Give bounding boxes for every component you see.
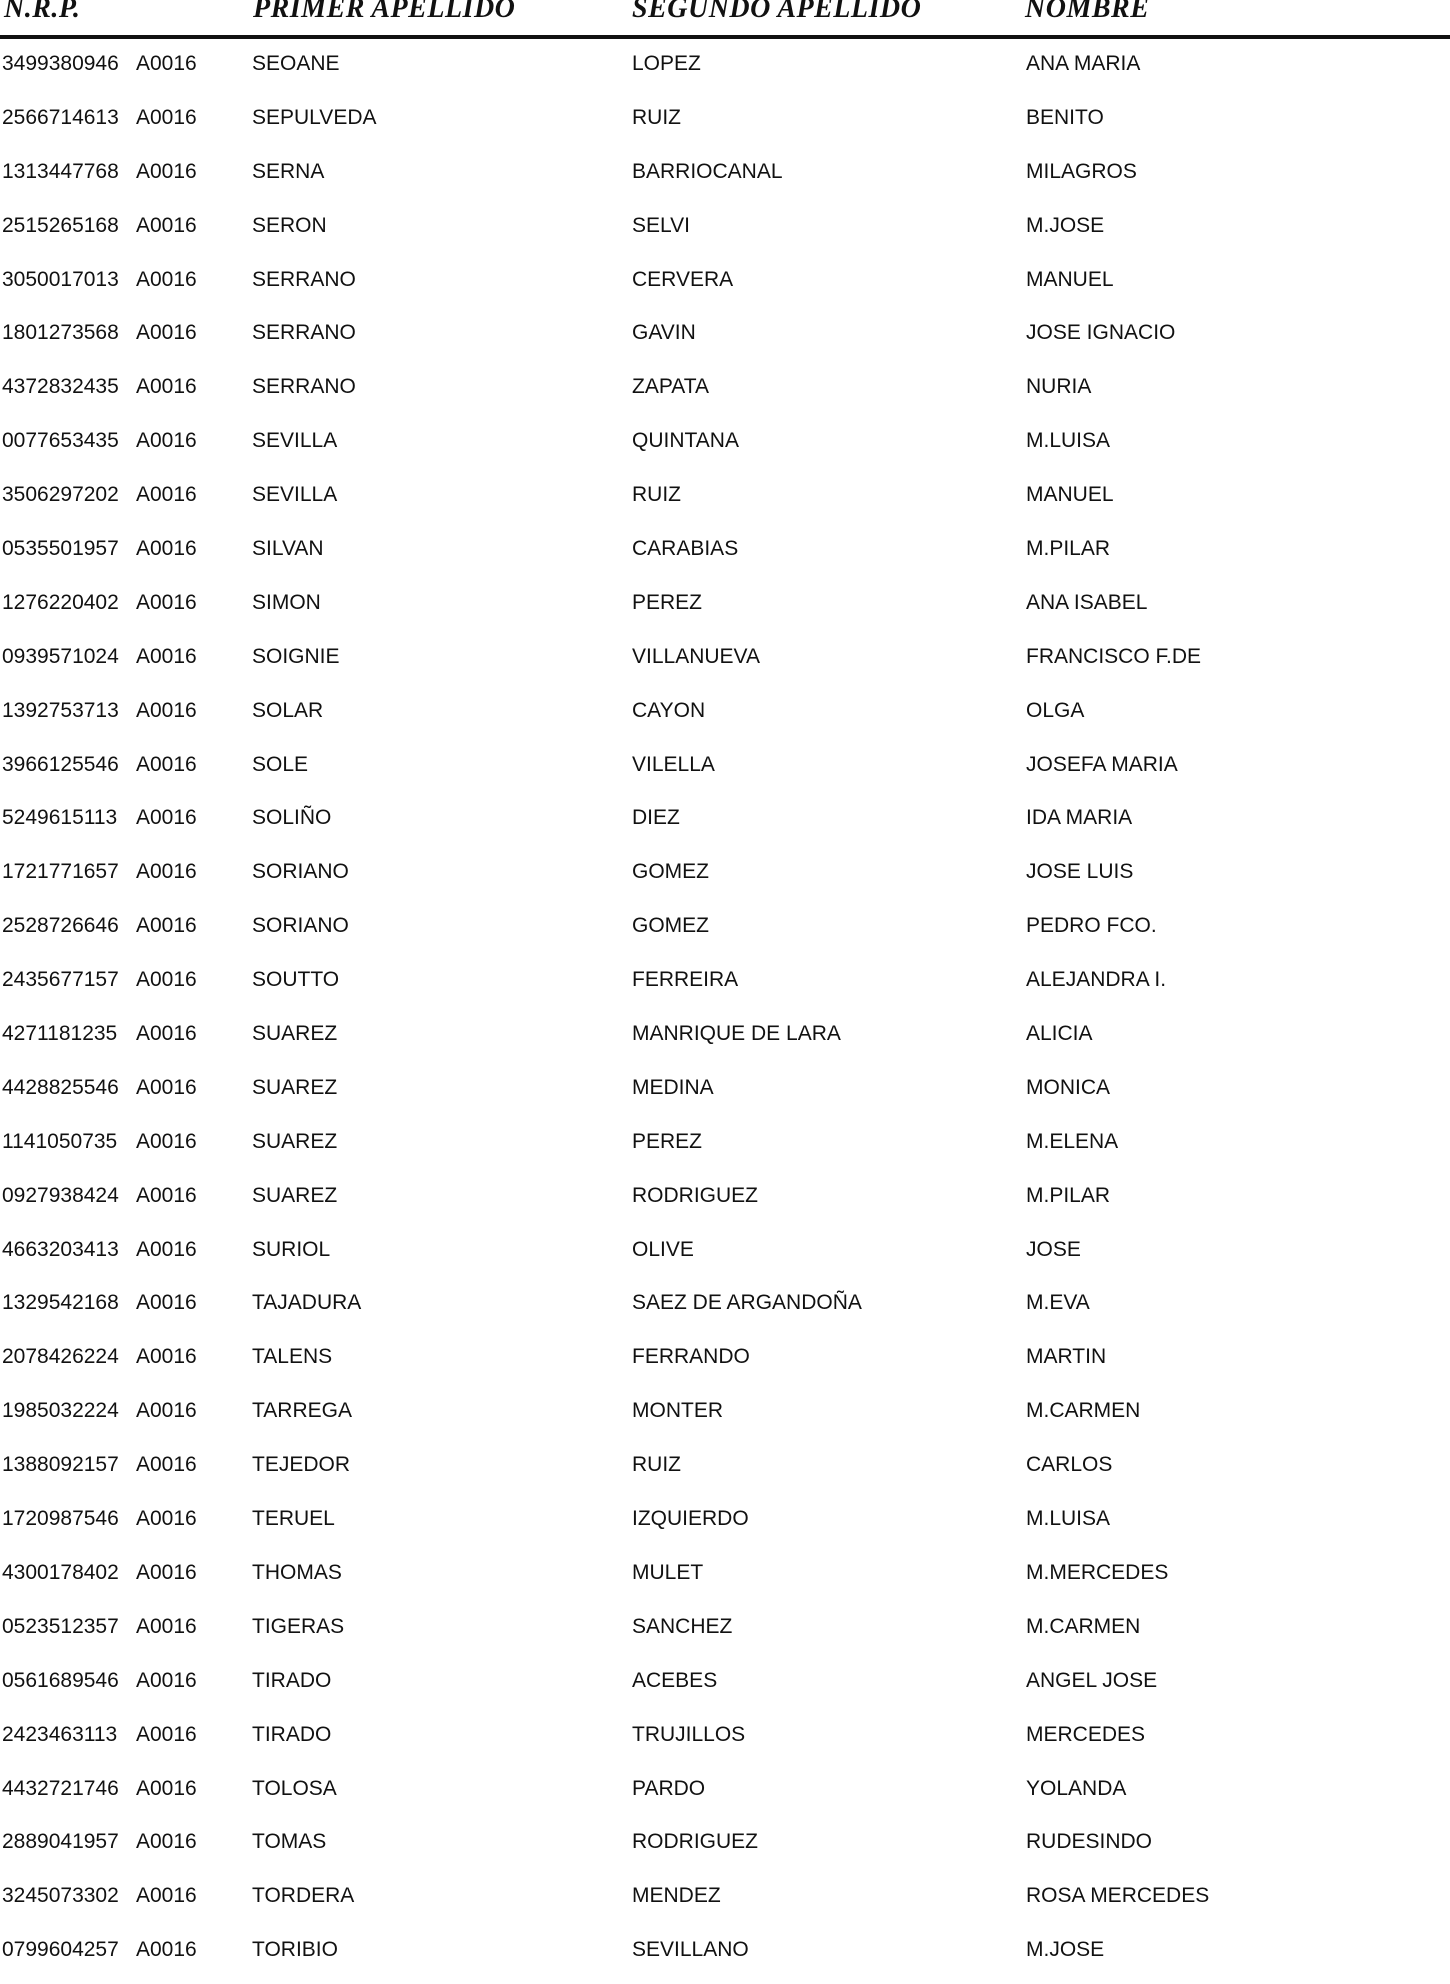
nombre-cell: FRANCISCO F.DE bbox=[1026, 644, 1202, 668]
primer-apellido-cell: SERON bbox=[252, 213, 327, 237]
primer-apellido-cell: SUAREZ bbox=[252, 1129, 338, 1153]
segundo-apellido-cell: ZAPATA bbox=[632, 375, 710, 399]
nombre-cell: ANA ISABEL bbox=[1026, 590, 1148, 614]
nrp-cell: 2566714613 bbox=[2, 105, 119, 129]
code-cell: A0016 bbox=[136, 698, 197, 722]
segundo-apellido-cell: SEVILLANO bbox=[632, 1938, 749, 1962]
table-row bbox=[0, 98, 1450, 152]
code-cell: A0016 bbox=[136, 375, 197, 399]
nombre-cell: M.LUISA bbox=[1026, 429, 1111, 453]
nrp-cell: 4372832435 bbox=[2, 375, 119, 399]
segundo-apellido-cell: QUINTANA bbox=[632, 429, 739, 453]
nombre-cell: M.MERCEDES bbox=[1026, 1560, 1169, 1584]
table-row bbox=[0, 1014, 1450, 1068]
primer-apellido-cell: SOIGNIE bbox=[252, 644, 340, 668]
segundo-apellido-cell: CARABIAS bbox=[632, 537, 739, 561]
nrp-cell: 1388092157 bbox=[2, 1453, 119, 1477]
segundo-apellido-cell: BARRIOCANAL bbox=[632, 159, 783, 183]
segundo-apellido-cell: RUIZ bbox=[632, 105, 681, 129]
segundo-apellido-cell: GOMEZ bbox=[632, 860, 709, 884]
segundo-apellido-cell: RUIZ bbox=[632, 483, 681, 507]
nombre-cell: JOSE bbox=[1026, 1237, 1081, 1261]
segundo-apellido-cell: FERRANDO bbox=[632, 1345, 750, 1369]
segundo-apellido-cell: MONTER bbox=[632, 1399, 723, 1423]
nombre-cell: PEDRO FCO. bbox=[1026, 914, 1157, 938]
segundo-apellido-cell: MULET bbox=[632, 1560, 704, 1584]
table-row bbox=[0, 960, 1450, 1014]
primer-apellido-cell: SUAREZ bbox=[252, 1075, 338, 1099]
header-segundo-apellido: SEGUNDO APELLIDO bbox=[632, 0, 922, 24]
segundo-apellido-cell: IZQUIERDO bbox=[632, 1507, 749, 1531]
nrp-cell: 2435677157 bbox=[2, 968, 119, 992]
segundo-apellido-cell: VILELLA bbox=[632, 752, 715, 776]
segundo-apellido-cell: LOPEZ bbox=[632, 52, 701, 75]
code-cell: A0016 bbox=[136, 321, 197, 345]
code-cell: A0016 bbox=[136, 590, 197, 614]
code-cell: A0016 bbox=[136, 1884, 197, 1908]
code-cell: A0016 bbox=[136, 1614, 197, 1638]
table-row bbox=[0, 1230, 1450, 1284]
primer-apellido-cell: SEVILLA bbox=[252, 429, 338, 453]
code-cell: A0016 bbox=[136, 1560, 197, 1584]
table-row bbox=[0, 421, 1450, 475]
primer-apellido-cell: SUAREZ bbox=[252, 1183, 338, 1207]
primer-apellido-cell: TALENS bbox=[252, 1345, 333, 1369]
nombre-cell: M.CARMEN bbox=[1026, 1399, 1141, 1423]
nombre-cell: ROSA MERCEDES bbox=[1026, 1884, 1210, 1908]
code-cell: A0016 bbox=[136, 644, 197, 668]
segundo-apellido-cell: PEREZ bbox=[632, 1129, 703, 1153]
code-cell: A0016 bbox=[136, 1129, 197, 1153]
segundo-apellido-cell: GAVIN bbox=[632, 321, 696, 345]
code-cell: A0016 bbox=[136, 1830, 197, 1854]
table-row bbox=[0, 798, 1450, 852]
nombre-cell: BENITO bbox=[1026, 105, 1104, 129]
segundo-apellido-cell: TRUJILLOS bbox=[632, 1722, 746, 1746]
table-row bbox=[0, 583, 1450, 637]
nombre-cell: M.JOSE bbox=[1026, 1938, 1105, 1962]
segundo-apellido-cell: CERVERA bbox=[632, 267, 734, 291]
code-cell: A0016 bbox=[136, 267, 197, 291]
nombre-cell: MANUEL bbox=[1026, 267, 1114, 291]
code-cell: A0016 bbox=[136, 1075, 197, 1099]
table-row bbox=[0, 1176, 1450, 1230]
code-cell: A0016 bbox=[136, 1453, 197, 1477]
nombre-cell: YOLANDA bbox=[1026, 1776, 1127, 1800]
header-nrp: N.R.P. bbox=[4, 0, 81, 24]
segundo-apellido-cell: VILLANUEVA bbox=[632, 644, 760, 668]
primer-apellido-cell: SIMON bbox=[252, 590, 321, 614]
primer-apellido-cell: SERRANO bbox=[252, 375, 356, 399]
nombre-cell: M.PILAR bbox=[1026, 1183, 1111, 1207]
code-cell: A0016 bbox=[136, 1022, 197, 1046]
segundo-apellido-cell: MANRIQUE DE LARA bbox=[632, 1022, 841, 1046]
nombre-cell: M.JOSE bbox=[1026, 213, 1105, 237]
primer-apellido-cell: TOLOSA bbox=[252, 1776, 337, 1800]
code-cell: A0016 bbox=[136, 860, 197, 884]
nrp-cell: 2528726646 bbox=[2, 914, 119, 938]
primer-apellido-cell: TORIBIO bbox=[252, 1938, 338, 1962]
table-row bbox=[0, 1122, 1450, 1176]
primer-apellido-cell: TIGERAS bbox=[252, 1614, 345, 1638]
code-cell: A0016 bbox=[136, 52, 197, 75]
nrp-cell: 0939571024 bbox=[2, 644, 119, 668]
primer-apellido-cell: TERUEL bbox=[252, 1507, 335, 1531]
nrp-cell: 5249615113 bbox=[2, 806, 118, 830]
nombre-cell: JOSE IGNACIO bbox=[1026, 321, 1176, 345]
nrp-cell: 1720987546 bbox=[2, 1507, 119, 1531]
code-cell: A0016 bbox=[136, 159, 197, 183]
code-cell: A0016 bbox=[136, 537, 197, 561]
nrp-cell: 0561689546 bbox=[2, 1668, 119, 1692]
nombre-cell: M.ELENA bbox=[1026, 1129, 1119, 1153]
code-cell: A0016 bbox=[136, 429, 197, 453]
table-row bbox=[0, 1607, 1450, 1661]
code-cell: A0016 bbox=[136, 1938, 197, 1962]
segundo-apellido-cell: MENDEZ bbox=[632, 1884, 721, 1908]
code-cell: A0016 bbox=[136, 1776, 197, 1800]
segundo-apellido-cell: RODRIGUEZ bbox=[632, 1183, 758, 1207]
table-row bbox=[0, 1661, 1450, 1715]
header-nombre: NOMBRE bbox=[1025, 0, 1150, 24]
primer-apellido-cell: SEVILLA bbox=[252, 483, 338, 507]
nrp-cell: 1276220402 bbox=[2, 590, 119, 614]
nombre-cell: RUDESINDO bbox=[1026, 1830, 1153, 1854]
segundo-apellido-cell: PARDO bbox=[632, 1776, 706, 1800]
primer-apellido-cell: SILVAN bbox=[252, 537, 324, 561]
segundo-apellido-cell: GOMEZ bbox=[632, 914, 709, 938]
segundo-apellido-cell: SAEZ DE ARGANDOÑA bbox=[632, 1291, 862, 1315]
segundo-apellido-cell: CAYON bbox=[632, 698, 706, 722]
nrp-cell: 3050017013 bbox=[2, 267, 119, 291]
segundo-apellido-cell: PEREZ bbox=[632, 590, 703, 614]
table-row bbox=[0, 745, 1450, 799]
table-row bbox=[0, 44, 1450, 98]
primer-apellido-cell: SORIANO bbox=[252, 860, 349, 884]
code-cell: A0016 bbox=[136, 806, 197, 830]
primer-apellido-cell: SOUTTO bbox=[252, 968, 340, 992]
table-row bbox=[0, 206, 1450, 260]
nombre-cell: MANUEL bbox=[1026, 483, 1114, 507]
primer-apellido-cell: SURIOL bbox=[252, 1237, 331, 1261]
code-cell: A0016 bbox=[136, 105, 197, 129]
table-row bbox=[0, 1499, 1450, 1553]
primer-apellido-cell: TIRADO bbox=[252, 1668, 332, 1692]
code-cell: A0016 bbox=[136, 968, 197, 992]
primer-apellido-cell: SOLE bbox=[252, 752, 309, 776]
nombre-cell: M.LUISA bbox=[1026, 1507, 1111, 1531]
table-row bbox=[0, 1391, 1450, 1445]
table-row bbox=[0, 1715, 1450, 1769]
code-cell: A0016 bbox=[136, 1237, 197, 1261]
nrp-cell: 3966125546 bbox=[2, 752, 119, 776]
nombre-cell: JOSEFA MARIA bbox=[1026, 752, 1178, 776]
nrp-cell: 1801273568 bbox=[2, 321, 119, 345]
nrp-cell: 0535501957 bbox=[2, 537, 119, 561]
table-row bbox=[0, 1769, 1450, 1823]
nrp-cell: 0799604257 bbox=[2, 1938, 119, 1962]
segundo-apellido-cell: FERREIRA bbox=[632, 968, 739, 992]
table-row bbox=[0, 1337, 1450, 1391]
nombre-cell: MILAGROS bbox=[1026, 159, 1137, 183]
table-row bbox=[0, 367, 1450, 421]
primer-apellido-cell: SERNA bbox=[252, 159, 325, 183]
nrp-cell: 2078426224 bbox=[2, 1345, 119, 1369]
primer-apellido-cell: TARREGA bbox=[252, 1399, 352, 1423]
table-row bbox=[0, 1553, 1450, 1607]
header-primer-apellido: PRIMER APELLIDO bbox=[253, 0, 516, 24]
primer-apellido-cell: SERRANO bbox=[252, 267, 356, 291]
segundo-apellido-cell: RUIZ bbox=[632, 1453, 681, 1477]
code-cell: A0016 bbox=[136, 483, 197, 507]
nrp-cell: 1985032224 bbox=[2, 1399, 119, 1423]
primer-apellido-cell: SOLIÑO bbox=[252, 806, 332, 830]
nrp-cell: 1329542168 bbox=[2, 1291, 119, 1315]
nombre-cell: ALICIA bbox=[1026, 1022, 1093, 1046]
code-cell: A0016 bbox=[136, 914, 197, 938]
nrp-cell: 1392753713 bbox=[2, 698, 119, 722]
nombre-cell: M.CARMEN bbox=[1026, 1614, 1141, 1638]
nrp-cell: 2889041957 bbox=[2, 1830, 119, 1854]
segundo-apellido-cell: SELVI bbox=[632, 213, 690, 237]
segundo-apellido-cell: DIEZ bbox=[632, 806, 680, 830]
table-row bbox=[0, 691, 1450, 745]
segundo-apellido-cell: ACEBES bbox=[632, 1668, 718, 1692]
primer-apellido-cell: SOLAR bbox=[252, 698, 324, 722]
nrp-cell: 3499380946 bbox=[2, 52, 119, 75]
nrp-cell: 1313447768 bbox=[2, 159, 119, 183]
primer-apellido-cell: TEJEDOR bbox=[252, 1453, 351, 1477]
nombre-cell: M.PILAR bbox=[1026, 537, 1111, 561]
header-divider bbox=[0, 35, 1450, 39]
code-cell: A0016 bbox=[136, 1722, 197, 1746]
primer-apellido-cell: TORDERA bbox=[252, 1884, 355, 1908]
nombre-cell: M.EVA bbox=[1026, 1291, 1090, 1315]
table-row bbox=[0, 1822, 1450, 1876]
nrp-cell: 2423463113 bbox=[2, 1722, 118, 1746]
segundo-apellido-cell: OLIVE bbox=[632, 1237, 694, 1261]
nrp-cell: 3245073302 bbox=[2, 1884, 119, 1908]
nrp-cell: 4432721746 bbox=[2, 1776, 119, 1800]
table-row bbox=[0, 637, 1450, 691]
nrp-cell: 0523512357 bbox=[2, 1614, 119, 1638]
table-row bbox=[0, 475, 1450, 529]
primer-apellido-cell: SEPULVEDA bbox=[252, 105, 377, 129]
nrp-cell: 3506297202 bbox=[2, 483, 119, 507]
nombre-cell: ALEJANDRA I. bbox=[1026, 968, 1167, 992]
table-row bbox=[0, 852, 1450, 906]
nrp-cell: 0077653435 bbox=[2, 429, 119, 453]
code-cell: A0016 bbox=[136, 1668, 197, 1692]
table-row bbox=[0, 529, 1450, 583]
code-cell: A0016 bbox=[136, 1291, 197, 1315]
nrp-cell: 1721771657 bbox=[2, 860, 119, 884]
table-row bbox=[0, 1876, 1450, 1930]
nombre-cell: MERCEDES bbox=[1026, 1722, 1146, 1746]
primer-apellido-cell: TIRADO bbox=[252, 1722, 332, 1746]
nrp-cell: 1141050735 bbox=[2, 1129, 118, 1153]
table-row bbox=[0, 1930, 1450, 1984]
table-row bbox=[0, 1283, 1450, 1337]
nrp-cell: 4663203413 bbox=[2, 1237, 119, 1261]
table-row bbox=[0, 1445, 1450, 1499]
table-row bbox=[0, 906, 1450, 960]
segundo-apellido-cell: MEDINA bbox=[632, 1075, 714, 1099]
primer-apellido-cell: SUAREZ bbox=[252, 1022, 338, 1046]
nrp-cell: 2515265168 bbox=[2, 213, 119, 237]
nombre-cell: NURIA bbox=[1026, 375, 1092, 399]
table-row bbox=[0, 152, 1450, 206]
primer-apellido-cell: TAJADURA bbox=[252, 1291, 362, 1315]
nombre-cell: ANGEL JOSE bbox=[1026, 1668, 1158, 1692]
table-row bbox=[0, 313, 1450, 367]
nrp-cell: 0927938424 bbox=[2, 1183, 119, 1207]
nombre-cell: OLGA bbox=[1026, 698, 1085, 722]
code-cell: A0016 bbox=[136, 1345, 197, 1369]
nrp-cell: 4428825546 bbox=[2, 1075, 119, 1099]
code-cell: A0016 bbox=[136, 213, 197, 237]
nombre-cell: ANA MARIA bbox=[1026, 52, 1141, 75]
nrp-cell: 4300178402 bbox=[2, 1560, 119, 1584]
nombre-cell: JOSE LUIS bbox=[1026, 860, 1134, 884]
primer-apellido-cell: SEOANE bbox=[252, 52, 340, 75]
code-cell: A0016 bbox=[136, 1507, 197, 1531]
nombre-cell: MONICA bbox=[1026, 1075, 1110, 1099]
primer-apellido-cell: THOMAS bbox=[252, 1560, 342, 1584]
primer-apellido-cell: TOMAS bbox=[252, 1830, 327, 1854]
table-body bbox=[0, 44, 1450, 1984]
code-cell: A0016 bbox=[136, 1399, 197, 1423]
segundo-apellido-cell: RODRIGUEZ bbox=[632, 1830, 758, 1854]
nrp-cell: 4271181235 bbox=[2, 1022, 118, 1046]
table-row bbox=[0, 1068, 1450, 1122]
code-cell: A0016 bbox=[136, 1183, 197, 1207]
primer-apellido-cell: SERRANO bbox=[252, 321, 356, 345]
nombre-cell: CARLOS bbox=[1026, 1453, 1113, 1477]
primer-apellido-cell: SORIANO bbox=[252, 914, 349, 938]
nombre-cell: MARTIN bbox=[1026, 1345, 1107, 1369]
table-header bbox=[0, 0, 1450, 34]
nombre-cell: IDA MARIA bbox=[1026, 806, 1133, 830]
table-row bbox=[0, 260, 1450, 314]
code-cell: A0016 bbox=[136, 752, 197, 776]
segundo-apellido-cell: SANCHEZ bbox=[632, 1614, 733, 1638]
